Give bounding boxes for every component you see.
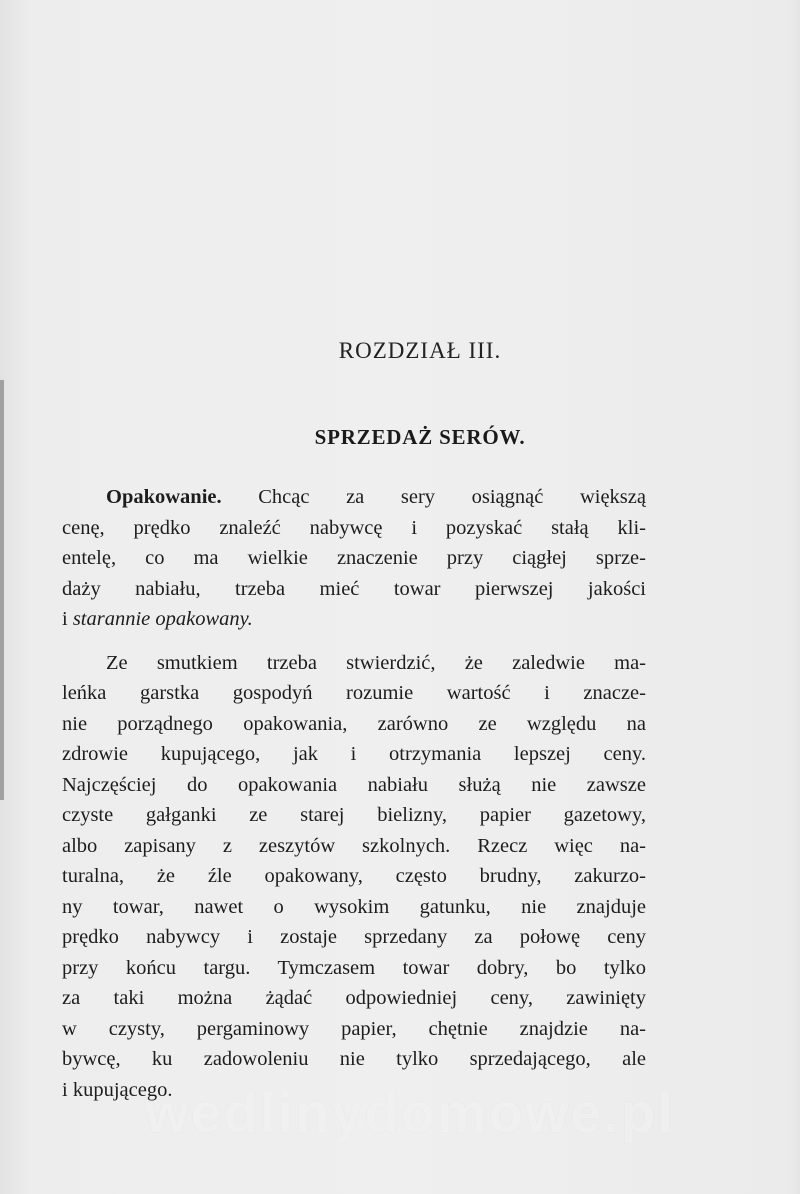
text-line — [62, 482, 646, 513]
text-line: leńka garstka gospodyń rozumie wartość i znacze- — [62, 682, 646, 704]
text-line: w czysty, pergaminowy papier, chętnie znajdzie na- — [62, 1017, 646, 1040]
text-line: turalna, że źle opakowany, często brudny, zakurzo- — [62, 865, 646, 887]
text-line: nie porządnego opakowania, zarówno ze względu na — [62, 712, 646, 735]
text-line: ny towar, nawet o wysokim gatunku, nie znajduje — [62, 895, 646, 918]
text-line — [62, 604, 646, 635]
text-line: za taki można żądać odpowiedniej ceny, zawinięty — [62, 987, 646, 1009]
paragraph-2 — [62, 648, 646, 1106]
text-line: zdrowie kupującego, jak i otrzymania lepszej ceny. — [62, 743, 646, 765]
text-line: cenę, prędko znaleźć nabywcę i pozyskać stałą kli- — [62, 516, 646, 539]
section-title: SPRZEDAŻ SERÓW. — [314, 425, 526, 449]
text-line: Najczęściej do opakowania nabiału służą nie zawsze — [62, 773, 646, 796]
text-line: i kupującego. — [62, 1078, 173, 1101]
paragraph-gap — [62, 635, 646, 648]
text-line: Ze smutkiem trzeba stwierdzić, że zaledwie ma- — [106, 651, 646, 674]
text-line: daży nabiału, trzeba mieć towar pierwszej jakości — [62, 577, 646, 600]
watermark: wedlinydomowe.pl — [145, 1081, 675, 1144]
line-text: Chcąc za sery osiągnąć większą — [258, 486, 646, 508]
paragraph-1 — [62, 482, 646, 635]
text-line: bywcę, ku zadowoleniu nie tylko sprzedającego, ale — [62, 1048, 646, 1070]
line-text: i — [62, 608, 68, 630]
text-line: czyste gałganki ze starej bielizny, papier gazetowy, — [62, 804, 646, 826]
body-text — [62, 482, 646, 1105]
text-line: entelę, co ma wielkie znaczenie przy ciągłej sprze- — [62, 547, 646, 569]
chapter-heading: ROZDZIAŁ III. — [338, 338, 502, 363]
text-line: prędko nabywcy i zostaje sprzedany za połowę ceny — [62, 926, 646, 948]
text-line: albo zapisany z zeszytów szkolnych. Rzecz więc na- — [62, 834, 646, 857]
text-line: przy końcu targu. Tymczasem towar dobry, bo tylko — [62, 956, 646, 979]
emphasis-text: starannie opakowany. — [72, 608, 253, 630]
paragraph-lead: Opakowanie. — [106, 486, 222, 508]
